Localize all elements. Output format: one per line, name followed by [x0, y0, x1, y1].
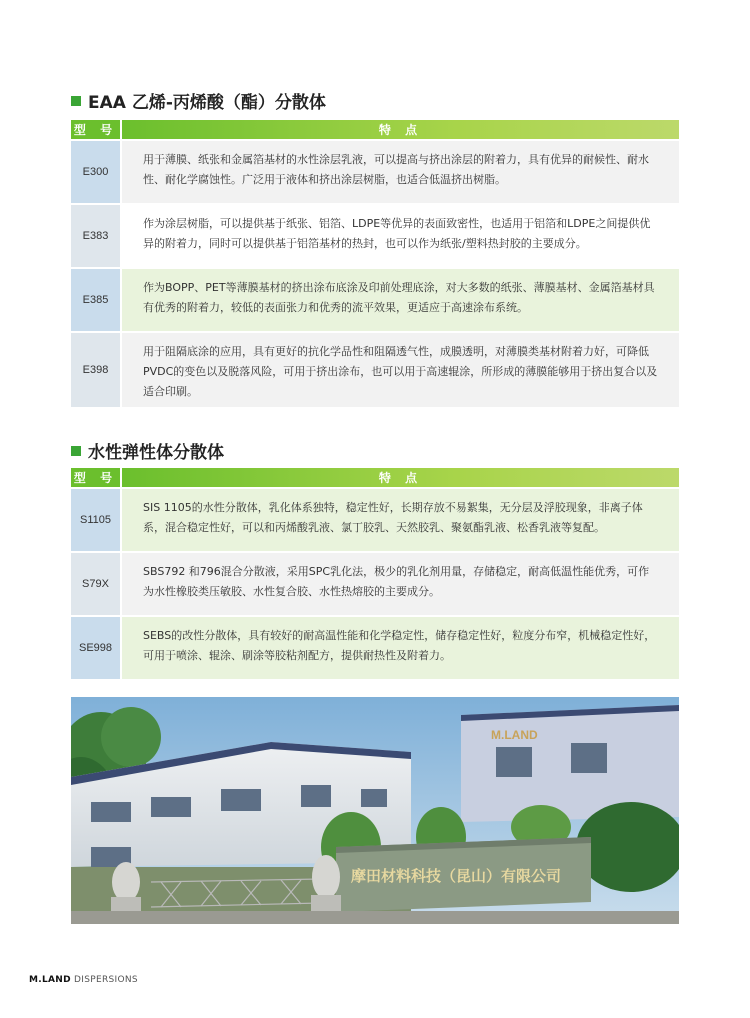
model-desc: SBS792 和796混合分散液，采用SPC乳化法，极少的乳化剂用量，存储稳定，耐高低温性能优秀，可作为水性橡胶类压敏胶、水性复合胶、水性热熔胶的主要成分。 — [122, 553, 679, 615]
model-desc: 用于薄膜、纸张和金属箔基材的水性涂层乳液，可以提高与挤出涂层的附着力，具有优异的耐候性、耐水性、耐化学腐蚀性。广泛用于液体和挤出涂层树脂，也适合低温挤出树脂。 — [122, 141, 679, 203]
elastomer-table — [71, 468, 679, 679]
section1-title — [71, 88, 326, 113]
model-desc: SEBS的改性分散体，具有较好的耐高温性能和化学稳定性，储存稳定性好，粒度分布窄，机械稳定性好，可用于喷涂、辊涂、刷涂等胶粘剂配方，提供耐热性及附着力。 — [122, 617, 679, 679]
eaa-table — [71, 120, 679, 407]
factory-photo — [71, 697, 679, 924]
model-desc: SIS 1105的水性分散体，乳化体系独特，稳定性好，长期存放不易絮集，无分层及浮胶现象，非离子体系，混合稳定性好，可以和丙烯酸乳液、氯丁胶乳、天然胶乳、聚氨酯乳液、松香乳液等复配。 — [122, 489, 679, 551]
footer-text: DISPERSIONS — [70, 975, 138, 985]
model-desc: 作为BOPP、PET等薄膜基材的挤出涂布底涂及印前处理底涂，对大多数的纸张、薄膜基材、金属箔基材具有优秀的附着力，较低的表面张力和优秀的流平效果，更适应于高速涂布系统。 — [122, 269, 679, 331]
section2-title — [71, 438, 224, 463]
model-code: E300 — [71, 141, 120, 203]
model-desc: 作为涂层树脂，可以提供基于纸张、铝箔、LDPE等优异的表面致密性，也适用于铝箔和LDPE之间提供优异的附着力，同时可以提供基于铝箔基材的热封，也可以作为纸张/塑料热封胶的主要成分。 — [122, 205, 679, 267]
header-features: 特 点 — [122, 468, 679, 487]
bullet-square-icon — [71, 96, 81, 106]
section1-title-text: EAA 乙烯-丙烯酸（酯）分散体 — [88, 93, 326, 113]
model-code: S1105 — [71, 489, 120, 551]
table-row — [71, 487, 679, 551]
building-sign: M.LAND — [491, 728, 538, 742]
model-code: SE998 — [71, 617, 120, 679]
model-code: E385 — [71, 269, 120, 331]
model-code: E398 — [71, 333, 120, 407]
table-row — [71, 203, 679, 267]
model-desc: 用于阻隔底涂的应用，具有更好的抗化学品性和阻隔透气性，成膜透明，对薄膜类基材附着力好，可降低PVDC的变色以及脱落风险，可用于挤出涂布，也可以用于高速辊涂，所形成的薄膜能够用于挤出复合以及适合印刷。 — [122, 333, 679, 407]
model-code: E383 — [71, 205, 120, 267]
model-code: S79X — [71, 553, 120, 615]
table-row — [71, 139, 679, 203]
table-row — [71, 267, 679, 331]
company-sign: 摩田材料科技（昆山）有限公司 — [351, 867, 562, 885]
section2-title-text: 水性弹性体分散体 — [88, 443, 224, 463]
header-model: 型 号 — [71, 120, 120, 139]
header-features: 特 点 — [122, 120, 679, 139]
bullet-square-icon — [71, 446, 81, 456]
table-header — [71, 120, 679, 139]
footer — [29, 975, 138, 985]
header-model: 型 号 — [71, 468, 120, 487]
footer-brand: M.LAND — [29, 975, 71, 985]
table-row — [71, 551, 679, 615]
table-row — [71, 331, 679, 407]
table-header — [71, 468, 679, 487]
table-row — [71, 615, 679, 679]
